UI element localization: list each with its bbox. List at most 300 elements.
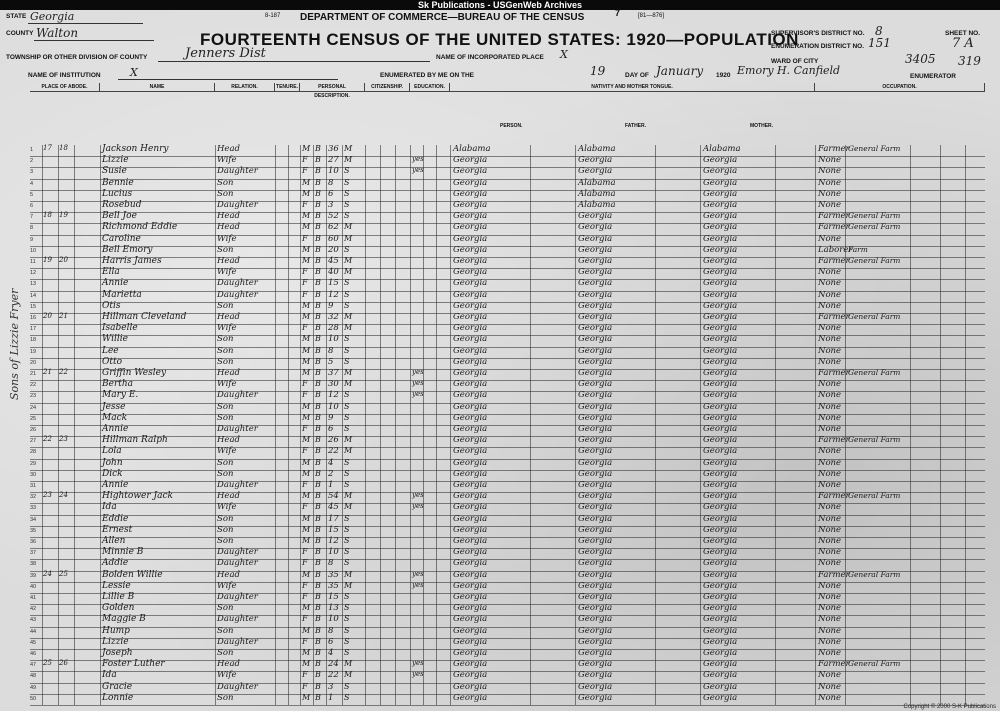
row-number: 40 [30, 583, 37, 590]
cell-mpob: Georgia [703, 614, 738, 625]
row-number: 27 [30, 438, 37, 445]
cell-ms: M [344, 435, 353, 445]
cell-rel: Daughter [217, 547, 258, 558]
cell-ms: M [344, 256, 353, 265]
cell-age: 9 [328, 412, 334, 423]
cell-age: 3 [328, 681, 334, 692]
cell-ms: M [344, 491, 353, 501]
cell-occ: None [818, 334, 842, 345]
cell-occ: None [818, 379, 842, 390]
cell-occ: None [818, 502, 842, 513]
cell-race: B [315, 312, 321, 321]
cell-ms: S [344, 177, 350, 187]
cell-rel: Daughter [217, 289, 258, 300]
cell-fpob: Georgia [578, 424, 613, 434]
cell-pob: Georgia [453, 502, 488, 513]
archive-banner: Sk Publications - USGenWeb Archives [0, 0, 1000, 10]
cell-occ: None [818, 177, 842, 188]
cell-ms: S [344, 692, 350, 702]
cell-sex: M [302, 312, 311, 321]
cell-sex: M [302, 222, 311, 232]
cell-race: B [315, 491, 321, 501]
row-number: 45 [30, 639, 37, 646]
cell-name: Otis [102, 300, 121, 311]
cell-ms: M [344, 323, 353, 333]
cell-rel: Daughter [217, 636, 258, 647]
cell-name: Eddie [102, 513, 129, 524]
cell-name: Caroline [102, 233, 141, 244]
cell-ind: General Farm [848, 211, 901, 221]
cell-sex: M [302, 569, 311, 579]
cell-rel: Head [217, 211, 240, 222]
cell-mpob: Georgia [703, 200, 738, 210]
cell-rel: Son [217, 692, 234, 703]
cell-rel: Daughter [217, 681, 258, 692]
census-table [30, 83, 985, 705]
margin-note: Sons of Lizzie Fryer [8, 288, 21, 400]
cell-fpob: Georgia [578, 580, 613, 591]
row-number: 1 [30, 147, 34, 153]
cell-fpob: Georgia [578, 244, 613, 255]
cell-age: 6 [328, 424, 334, 434]
cell-sex: F [302, 558, 308, 568]
cell-race: B [315, 166, 321, 176]
row-number: 10 [30, 247, 37, 254]
cell-mpob: Georgia [703, 155, 738, 166]
group-relation: RELATION. [215, 83, 275, 92]
cell-age: 15 [328, 592, 339, 602]
cell-name: Foster Luther [102, 659, 165, 670]
cell-ms: S [344, 513, 350, 523]
row-number: 3 [30, 169, 34, 176]
cell-read: yes [412, 390, 424, 399]
cell-fpob: Georgia [578, 592, 613, 602]
cell-occ: None [818, 513, 842, 524]
cell-age: 17 [328, 513, 339, 524]
cell-ms: M [344, 659, 353, 669]
cell-mpob: Georgia [703, 312, 738, 322]
cell-rel: Head [217, 368, 240, 378]
cell-read: yes [412, 491, 424, 500]
cell-mpob: Georgia [703, 659, 738, 670]
cell-sex: M [302, 536, 311, 545]
cell-rel: Son [217, 524, 234, 535]
cell-name: Lizzie [102, 636, 129, 647]
cell-occ: None [818, 524, 842, 535]
cell-mpob: Georgia [703, 323, 738, 334]
cell-fpob: Georgia [578, 155, 613, 166]
cell-pob: Georgia [453, 592, 488, 602]
cell-sex: F [302, 379, 308, 389]
cell-rel: Daughter [217, 558, 258, 569]
cell-race: B [315, 513, 321, 523]
cell-ms: S [344, 625, 350, 635]
cell-fam: 18 [59, 144, 68, 152]
cell-fpob: Georgia [578, 625, 613, 636]
supervisor-label: SUPERVISOR'S DISTRICT NO. [771, 30, 865, 37]
cell-occ: Laborer [818, 244, 853, 255]
incorporated-value: X [560, 48, 568, 61]
cell-sex: F [302, 502, 308, 512]
cell-occ: None [818, 648, 842, 658]
cell-ms: S [344, 188, 350, 198]
cell-pob: Georgia [453, 345, 488, 356]
cell-ms: S [344, 334, 350, 344]
cell-occ: None [818, 536, 842, 546]
cell-fpob: Georgia [578, 267, 613, 278]
cell-sex: F [302, 166, 308, 176]
township-label: TOWNSHIP OR OTHER DIVISION OF COUNTY [6, 54, 148, 61]
cell-ms: M [344, 569, 353, 579]
row-number: 9 [30, 236, 34, 243]
cell-mpob: Georgia [703, 401, 738, 412]
cell-ms: S [344, 536, 350, 545]
cell-read: yes [412, 379, 424, 388]
cell-race: B [315, 300, 321, 310]
row-number: 31 [30, 483, 37, 489]
cell-fpob: Georgia [578, 211, 613, 222]
cell-name: Annie [102, 480, 129, 490]
cell-sex: M [302, 368, 311, 377]
cell-rel: Son [217, 457, 234, 468]
row-number: 19 [30, 348, 37, 355]
cell-mpob: Georgia [703, 368, 738, 378]
cell-sex: M [302, 435, 311, 445]
cell-mpob: Georgia [703, 580, 738, 591]
cell-name: Jesse [102, 401, 126, 412]
cell-age: 8 [328, 177, 334, 188]
row-number: 36 [30, 539, 37, 545]
cell-name: Joseph [102, 648, 133, 658]
enumerator-label: ENUMERATOR [910, 73, 956, 80]
cell-rel: Son [217, 300, 234, 311]
cell-fpob: Georgia [578, 289, 613, 300]
cell-rel: Son [217, 603, 234, 614]
cell-pob: Georgia [453, 188, 488, 199]
cell-age: 20 [328, 244, 339, 255]
cell-name: Annie [102, 278, 129, 289]
cell-fpob: Georgia [578, 558, 613, 569]
cell-mpob: Georgia [703, 435, 738, 446]
cell-mpob: Georgia [703, 188, 738, 199]
cell-sex: F [302, 233, 308, 243]
row-number: 28 [30, 449, 37, 456]
cell-age: 15 [328, 278, 339, 289]
cell-mpob: Georgia [703, 177, 738, 188]
cell-occ: None [818, 155, 842, 166]
cell-mpob: Georgia [703, 536, 738, 546]
state-value: Georgia [30, 10, 75, 23]
cell-fpob: Georgia [578, 614, 613, 625]
cell-sex: M [302, 513, 311, 523]
cell-sex: F [302, 480, 308, 489]
cell-sex: F [302, 614, 308, 624]
cell-mpob: Georgia [703, 513, 738, 524]
row-number: 21 [30, 371, 37, 377]
sheet-label: SHEET NO. [945, 30, 981, 37]
cell-age: 1 [328, 692, 334, 703]
row-number: 24 [30, 404, 37, 411]
cell-ms: S [344, 636, 350, 646]
cell-ms: S [344, 614, 350, 624]
cell-occ: None [818, 323, 842, 334]
cell-mpob: Georgia [703, 244, 738, 255]
cell-ms: S [344, 289, 350, 299]
cell-fpob: Alabama [578, 177, 616, 188]
cell-pob: Alabama [453, 144, 491, 154]
cell-dwell: 21 [43, 368, 52, 376]
year-label: 1920 [716, 72, 731, 79]
cell-name: Lee [102, 345, 119, 356]
cell-read: yes [412, 659, 424, 668]
cell-pob: Georgia [453, 356, 488, 367]
cell-fpob: Georgia [578, 547, 613, 558]
cell-sex: F [302, 670, 308, 680]
cell-mpob: Georgia [703, 636, 738, 647]
cell-ms: S [344, 547, 350, 557]
cell-name: Bertha [102, 379, 134, 390]
cell-rel: Son [217, 345, 234, 356]
cell-age: 35 [328, 580, 339, 591]
cell-race: B [315, 502, 321, 512]
cell-name: Hightower Jack [102, 491, 173, 502]
incorporated-label: NAME OF INCORPORATED PLACE [436, 54, 544, 61]
row-number: 29 [30, 460, 37, 467]
cell-occ: None [818, 580, 842, 591]
cell-race: B [315, 278, 321, 288]
cell-race: B [315, 580, 321, 590]
cell-name: Mary E. [102, 390, 139, 401]
cell-occ: None [818, 200, 842, 210]
cell-name: Ida [102, 502, 117, 513]
cell-name: Minnie B [102, 547, 144, 558]
row-number: 6 [30, 203, 34, 209]
cell-occ: None [818, 267, 842, 278]
cell-read: yes [412, 368, 424, 376]
cell-occ: Farmer [818, 144, 850, 154]
sheet-value: 7 A [952, 36, 974, 51]
cell-age: 9 [328, 300, 334, 311]
cell-pob: Georgia [453, 659, 488, 670]
cell-occ: None [818, 692, 842, 703]
cell-pob: Georgia [453, 401, 488, 412]
cell-name: Allen [102, 536, 126, 546]
enumerated-month: January [656, 64, 704, 78]
cell-age: 5 [328, 356, 334, 367]
group-personal-description: PERSONAL DESCRIPTION. [300, 83, 365, 92]
cell-mpob: Georgia [703, 222, 738, 233]
cell-race: B [315, 603, 321, 613]
row-number: 13 [30, 281, 37, 288]
cell-race: B [315, 547, 321, 557]
cell-race: B [315, 289, 321, 299]
cell-ms: S [344, 468, 350, 478]
cell-pob: Georgia [453, 155, 488, 166]
cell-sex: M [302, 659, 311, 669]
cell-race: B [315, 536, 321, 545]
cell-pob: Georgia [453, 480, 488, 490]
cell-sex: M [302, 334, 311, 344]
cell-pob: Georgia [453, 368, 488, 378]
cell-age: 13 [328, 603, 339, 614]
row-number: 35 [30, 527, 37, 534]
cell-rel: Head [217, 491, 240, 502]
cell-ms: S [344, 524, 350, 534]
cell-name: Lizzie [102, 155, 129, 166]
enum-dist-value: 151 [868, 36, 891, 50]
cell-rel: Head [217, 659, 240, 670]
cell-fpob: Georgia [578, 356, 613, 367]
row-number: 17 [30, 326, 37, 333]
cell-mpob: Georgia [703, 390, 738, 401]
cell-rel: Son [217, 648, 234, 658]
cell-race: B [315, 424, 321, 433]
cell-pob: Georgia [453, 468, 488, 479]
cell-sex: M [302, 177, 311, 187]
day-of-label: DAY OF [625, 72, 649, 79]
cell-race: B [315, 211, 321, 221]
row-number: 4 [30, 180, 34, 187]
department-code: [81—876] [638, 13, 665, 19]
cell-fpob: Georgia [578, 636, 613, 647]
group-nativity: NATIVITY AND MOTHER TONGUE. [450, 83, 815, 92]
cell-occ: Farmer [818, 312, 850, 322]
cell-mpob: Georgia [703, 625, 738, 636]
cell-age: 6 [328, 188, 334, 199]
cell-sex: F [302, 278, 308, 288]
cell-read: yes [412, 166, 424, 175]
cell-age: 45 [328, 502, 339, 513]
cell-name: John [102, 457, 123, 468]
cell-age: 60 [328, 233, 339, 244]
cell-fam: 22 [59, 368, 68, 376]
row-number: 33 [30, 505, 37, 512]
cell-name: Ernest [102, 524, 133, 535]
cell-fpob: Georgia [578, 435, 613, 446]
cell-sex: F [302, 390, 308, 400]
cell-dwell: 20 [43, 312, 52, 320]
cell-fpob: Alabama [578, 144, 616, 154]
cell-sex: M [302, 468, 311, 478]
cell-rel: Son [217, 468, 234, 479]
cell-pob: Georgia [453, 446, 488, 457]
cell-name: Marietta [102, 289, 142, 300]
row-number: 26 [30, 427, 37, 433]
cell-race: B [315, 177, 321, 187]
cell-occ: Farmer [818, 256, 850, 266]
group-education: EDUCATION. [410, 83, 450, 92]
cell-sex: F [302, 636, 308, 646]
cell-fam: 20 [59, 256, 68, 264]
cell-occ: None [818, 412, 842, 423]
cell-pob: Georgia [453, 625, 488, 636]
cell-sex: M [302, 625, 311, 635]
cell-rel: Daughter [217, 200, 258, 210]
group-occupation: OCCUPATION. [815, 83, 985, 92]
cell-pob: Georgia [453, 648, 488, 658]
cell-occ: None [818, 636, 842, 647]
cell-race: B [315, 256, 321, 265]
cell-fpob: Georgia [578, 379, 613, 390]
cell-mpob: Georgia [703, 491, 738, 502]
cell-age: 1 [328, 480, 334, 490]
cell-pob: Georgia [453, 636, 488, 647]
row-number: 47 [30, 662, 37, 669]
cell-pob: Georgia [453, 278, 488, 289]
cell-occ: None [818, 424, 842, 434]
cell-ms: M [344, 670, 353, 680]
cell-rel: Son [217, 177, 234, 188]
cell-mpob: Georgia [703, 502, 738, 513]
cell-race: B [315, 614, 321, 624]
cell-sex: F [302, 446, 308, 456]
cell-dwell: 25 [43, 659, 52, 668]
cell-race: B [315, 457, 321, 467]
cell-fpob: Georgia [578, 524, 613, 535]
cell-rel: Head [217, 256, 240, 266]
cell-fpob: Georgia [578, 502, 613, 513]
cell-pob: Georgia [453, 390, 488, 401]
cell-name: Jackson Henry [102, 144, 169, 154]
cell-sex: M [302, 524, 311, 534]
group-citizenship: CITIZENSHIP. [365, 83, 410, 92]
cell-pob: Georgia [453, 379, 488, 390]
cell-fpob: Georgia [578, 670, 613, 681]
cell-rel: Daughter [217, 480, 258, 490]
cell-sex: M [302, 603, 311, 613]
cell-name: Bolden Willie [102, 569, 163, 580]
cell-pob: Georgia [453, 312, 488, 322]
cell-age: 3 [328, 200, 334, 210]
cell-ind: General Farm [848, 491, 901, 501]
group-tenure: TENURE. [275, 83, 300, 92]
institution-label: NAME OF INSTITUTION [28, 72, 101, 79]
row-number: 23 [30, 393, 37, 400]
cell-occ: Farmer [818, 491, 850, 502]
cell-rel: Head [217, 222, 240, 233]
cell-dwell: 19 [43, 256, 52, 264]
cell-fpob: Georgia [578, 412, 613, 423]
cell-name: Susie [102, 166, 127, 177]
cell-fpob: Georgia [578, 300, 613, 311]
cell-pob: Georgia [453, 580, 488, 591]
state-label: STATE [6, 13, 27, 20]
cell-age: 10 [328, 547, 339, 558]
row-number: 34 [30, 516, 37, 523]
cell-pob: Georgia [453, 233, 488, 244]
cell-ms: M [344, 267, 353, 277]
cell-sex: M [302, 648, 311, 657]
cell-mpob: Georgia [703, 670, 738, 681]
cell-fpob: Georgia [578, 390, 613, 401]
row-number: 30 [30, 471, 37, 478]
cell-occ: None [818, 300, 842, 311]
cell-ind: Farm [848, 244, 868, 254]
cell-sex: M [302, 256, 311, 265]
cell-sex: M [302, 356, 311, 366]
cell-fpob: Georgia [578, 491, 613, 502]
enumerated-label: ENUMERATED BY ME ON THE [380, 72, 475, 79]
enumerator-name: Emory H. Canfield [737, 64, 841, 77]
cell-fam: 24 [59, 491, 68, 500]
cell-pob: Georgia [453, 412, 488, 423]
cell-sex: F [302, 681, 308, 691]
cell-race: B [315, 468, 321, 478]
cell-pob: Georgia [453, 603, 488, 614]
cell-fam: 19 [59, 211, 68, 220]
header-page: 7 [615, 8, 621, 18]
enumerated-day: 19 [590, 64, 606, 78]
